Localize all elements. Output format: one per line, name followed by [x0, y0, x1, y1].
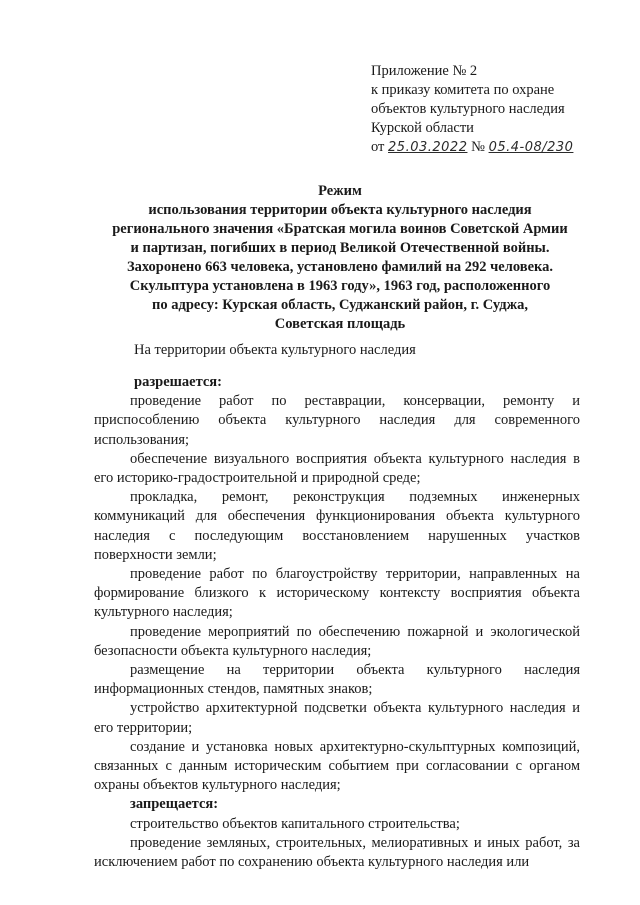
allowed-item: проведение мероприятий по обеспечению пожарной и экологической безопасности объекта культурного наследия;	[94, 623, 580, 659]
allowed-item: проведение работ по реставрации, консервации, ремонту и приспособлению объекта культурного наследия для современного использования;	[94, 393, 580, 448]
title-line: по адресу: Курская область, Суджанский район, г. Суджа,	[152, 297, 528, 313]
order-date-number-line	[371, 138, 631, 157]
title-line: Захоронено 663 человека, установлено фамилий на 292 человека.	[126, 259, 554, 275]
title-line: использования территории объекта культурного наследия	[148, 202, 532, 218]
document-body	[94, 373, 580, 872]
appendix-line: Приложение № 2	[371, 63, 478, 79]
appendix-line: к приказу комитета по охране	[371, 82, 555, 98]
document-title	[80, 182, 600, 334]
forbidden-item: проведение земляных, строительных, мелиоративных и иных работ, за исключением работ по сохранению объекта культурного наследия или	[94, 834, 580, 871]
title-line: Скульптура установлена в 1963 году», 1963 год, расположенного	[129, 278, 551, 294]
appendix-line: объектов культурного наследия	[371, 101, 565, 117]
title-line: Режим	[318, 183, 362, 199]
title-line: регионального значения «Братская могила воинов Советской Армии	[112, 221, 568, 237]
appendix-header	[371, 62, 631, 157]
allowed-item: проведение работ по благоустройству территории, направленных на формирование близкого к историческому контексту восприятия объекта культурного наследия;	[94, 566, 580, 621]
title-line: Советская площадь	[274, 316, 406, 332]
allowed-item: прокладка, ремонт, реконструкция подземных инженерных коммуникаций для обеспечения функционирования объекта культурного наследия с последующим восстановлением нарушенных участков поверхности земли;	[94, 489, 580, 563]
allowed-item: обеспечение визуального восприятия объекта культурного наследия в его историко-градостроительной и природной среде;	[94, 450, 580, 487]
title-line: и партизан, погибших в период Великой Отечественной войны.	[130, 240, 550, 256]
forbidden-heading: запрещается:	[130, 796, 219, 813]
allowed-item: размещение на территории объекта культурного наследия информационных стендов, памятных знаков;	[94, 662, 580, 698]
handwritten-number: 05.4-08/230	[488, 140, 574, 155]
allowed-item: создание и установка новых архитектурно-скульптурных композиций, связанных с данным историческим событием при согласовании с органом охраны объектов культурного наследия;	[94, 738, 580, 794]
intro-text: На территории объекта культурного наследия	[134, 342, 416, 358]
handwritten-date: 25.03.2022	[388, 140, 468, 155]
forbidden-item: строительство объектов капитального строительства;	[130, 815, 460, 832]
number-prefix: №	[471, 139, 485, 155]
date-prefix: от	[371, 139, 385, 155]
appendix-line: Курской области	[371, 120, 474, 136]
allowed-item: устройство архитектурной подсветки объекта культурного наследия и его территории;	[94, 700, 580, 736]
allowed-heading: разрешается:	[134, 374, 222, 390]
